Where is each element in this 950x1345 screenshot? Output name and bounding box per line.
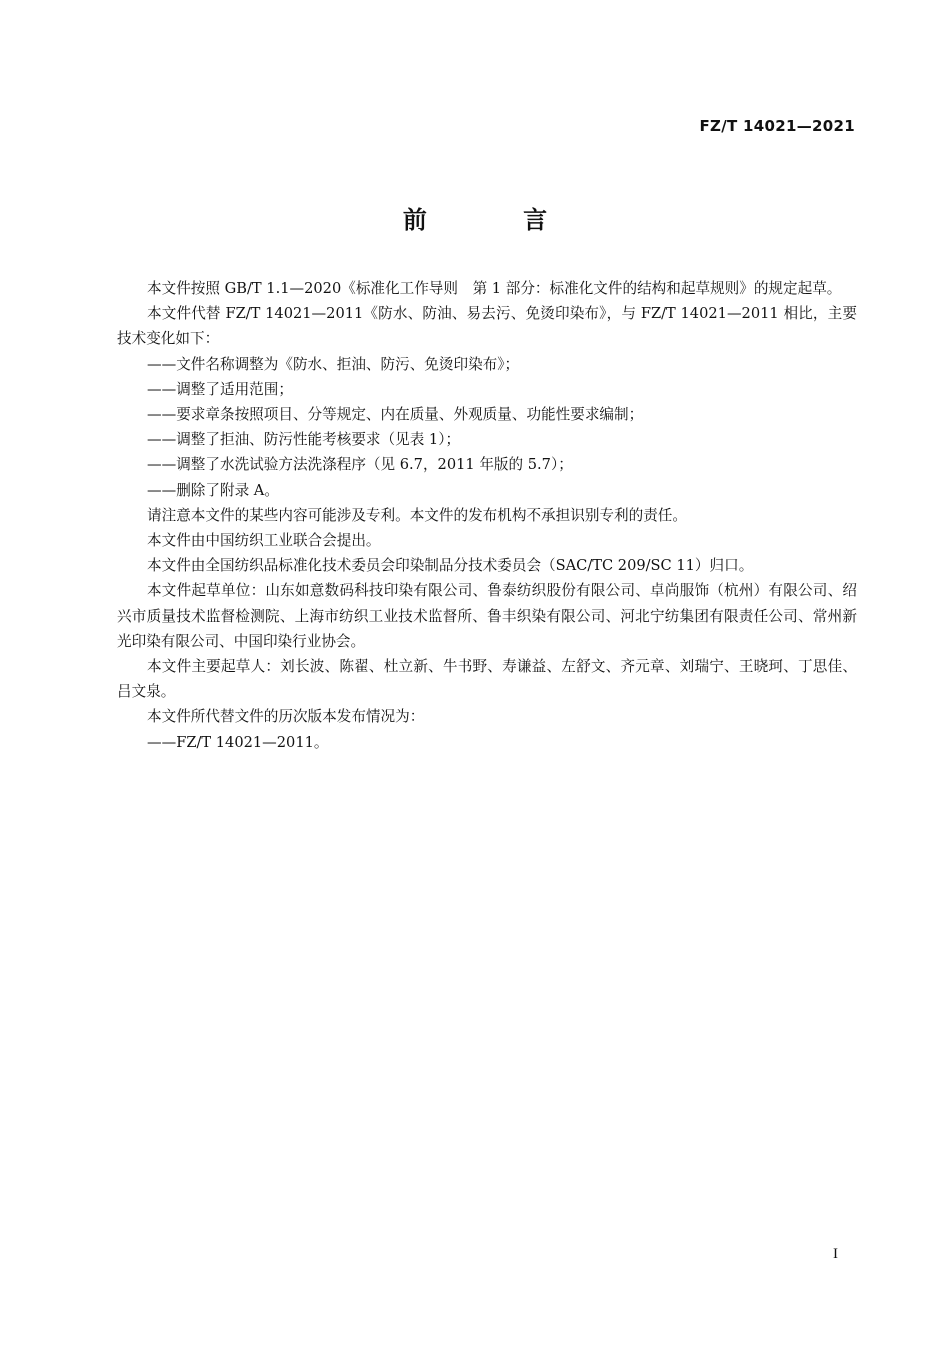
paragraph-committee: 本文件由全国纺织品标准化技术委员会印染制品分技术委员会（SAC/TC 209/SC 11）归口。	[147, 557, 754, 575]
standard-code: FZ/T 14021—2021	[699, 117, 855, 135]
paragraph-replacement: 本文件代替 FZ/T 14021—2011《防水、防油、易去污、免烫印染布》，与 FZ/T 14021—2011 相比，主要技术变化如下：	[117, 305, 857, 348]
change-item: ——删除了附录 A。	[147, 481, 279, 499]
paragraph-drafting-units: 本文件起草单位：山东如意数码科技印染有限公司、鲁泰纺织股份有限公司、卓尚服饰（杭州）有限公司、绍兴市质量技术监督检测院、上海市纺织工业技术监督所、鲁丰织染有限公司、河北宁纺集团有限责任公司、常州新光印染有限公司、中国印染行业协会。	[117, 582, 857, 650]
paragraph-drafters: 本文件主要起草人：刘长波、陈翟、杜立新、牛书野、寿谦益、左舒文、齐元章、刘瑞宁、王晓珂、丁思佳、吕文泉。	[117, 658, 857, 701]
foreword-body	[117, 276, 857, 755]
paragraph-patent-notice: 请注意本文件的某些内容可能涉及专利。本文件的发布机构不承担识别专利的责任。	[147, 506, 687, 524]
change-item: ——调整了水洗试验方法洗涤程序（见 6.7，2011 年版的 5.7）；	[147, 456, 573, 474]
paragraph-drafting-basis: 本文件按照 GB/T 1.1—2020《标准化工作导则 第 1 部分：标准化文件的结构和起草规则》的规定起草。	[147, 280, 842, 297]
paragraph-proposer: 本文件由中国纺织工业联合会提出。	[147, 532, 381, 550]
change-item: ——调整了适用范围；	[147, 380, 293, 398]
history-item: ——FZ/T 14021—2011。	[147, 733, 329, 751]
change-item: ——调整了拒油、防污性能考核要求（见表 1）；	[147, 431, 461, 449]
paragraph-history-intro: 本文件所代替文件的历次版本发布情况为：	[147, 708, 425, 726]
change-item: ——要求章条按照项目、分等规定、内在质量、外观质量、功能性要求编制；	[147, 406, 644, 424]
page-title: 前 言	[402, 206, 592, 234]
change-item: ——文件名称调整为《防水、拒油、防污、免烫印染布》；	[147, 355, 520, 373]
page-number: I	[833, 1246, 838, 1262]
